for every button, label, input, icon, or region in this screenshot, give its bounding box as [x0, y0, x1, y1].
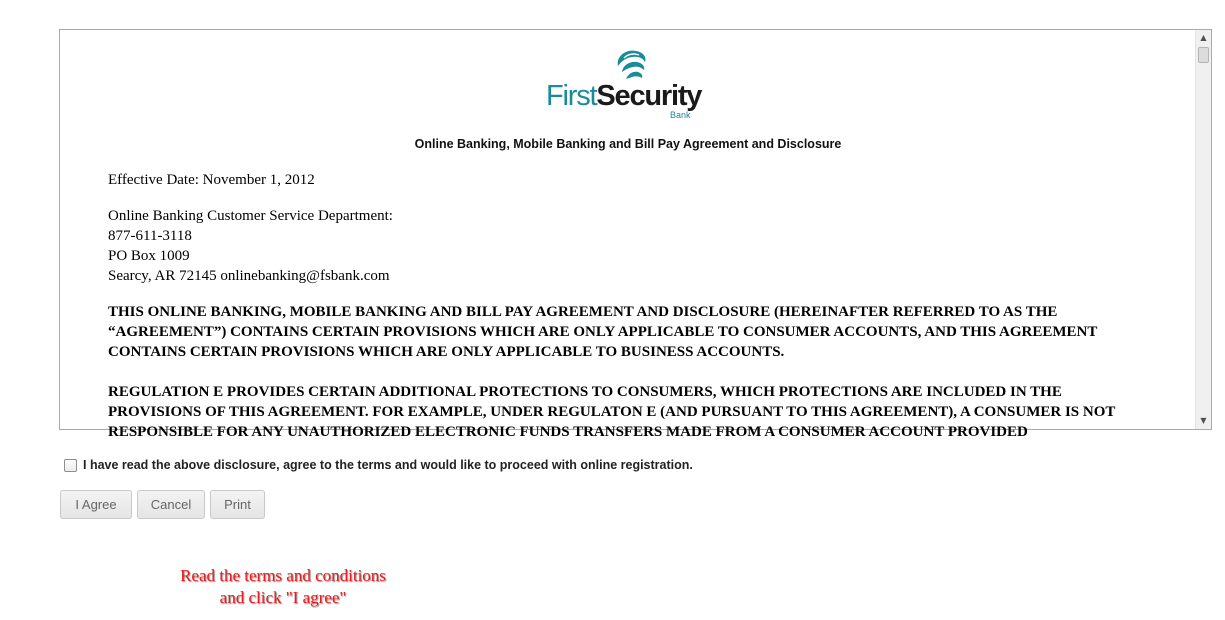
disclosure-content	[60, 30, 1196, 440]
agree-checkbox-row	[64, 458, 693, 472]
cancel-button[interactable]: Cancel	[137, 490, 205, 519]
agreement-paragraph-1: THIS ONLINE BANKING, MOBILE BANKING AND BILL PAY AGREEMENT AND DISCLOSURE (HEREINAFTER REFERRED TO AS THE “AGREEMENT”) CONTAINS CERTAIN PROVISIONS WHICH ARE ONLY APPLICABLE TO CONSUMER ACCOUNTS, AND THIS AGREEMENT CONTAINS CERTAIN PROVISIONS WHICH ARE ONLY APPLICABLE TO BUSINESS ACCOUNTS.	[108, 304, 1098, 360]
scrollbar-thumb[interactable]	[1198, 47, 1209, 63]
address-line: PO Box 1009	[108, 248, 190, 264]
address-line: Searcy, AR 72145 onlinebanking@fsbank.com	[108, 268, 390, 284]
agree-checkbox-label[interactable]: I have read the above disclosure, agree to the terms and would like to proceed with online registration.	[83, 458, 693, 472]
annotation-line-2: and click "I agree"	[219, 588, 347, 607]
agreement-paragraph-2: REGULATION E PROVIDES CERTAIN ADDITIONAL PROTECTIONS TO CONSUMERS, WHICH PROTECTIONS ARE INCLUDED IN THE PROVISIONS OF THIS AGREEMENT. FOR EXAMPLE, UNDER REGULATON E (AND PURSUANT TO THIS AGREEMENT), A CONSUMER IS NOT RESPONSIBLE FOR ANY UNAUTHORIZED ELECTRONIC FUNDS TRANSFERS MADE FROM A CONSUMER ACCOUNT PROVIDED	[108, 384, 1116, 440]
customer-service-address	[108, 206, 393, 286]
address-line: Online Banking Customer Service Department:	[108, 208, 393, 224]
logo-bank-label: Bank	[670, 110, 691, 120]
effective-date: Effective Date: November 1, 2012	[108, 172, 315, 188]
disclosure-frame[interactable]	[59, 29, 1212, 440]
logo-wordmark: FirstSecurity	[546, 80, 702, 112]
scroll-down-arrow-icon[interactable]: ▼	[1200, 416, 1207, 425]
i-agree-button[interactable]: I Agree	[60, 490, 132, 519]
bank-logo	[546, 46, 712, 122]
annotation-line-1: Read the terms and conditions	[180, 566, 386, 585]
agree-checkbox[interactable]	[64, 459, 77, 472]
print-button[interactable]: Print	[210, 490, 265, 519]
instruction-annotation	[150, 565, 416, 609]
disclosure-title: Online Banking, Mobile Banking and Bill Pay Agreement and Disclosure	[414, 137, 842, 151]
scroll-up-arrow-icon[interactable]: ▲	[1200, 33, 1207, 42]
address-line: 877-611-3118	[108, 228, 192, 244]
disclosure-scrollbar[interactable]	[1195, 30, 1211, 429]
logo-swirl-icon	[612, 48, 650, 82]
